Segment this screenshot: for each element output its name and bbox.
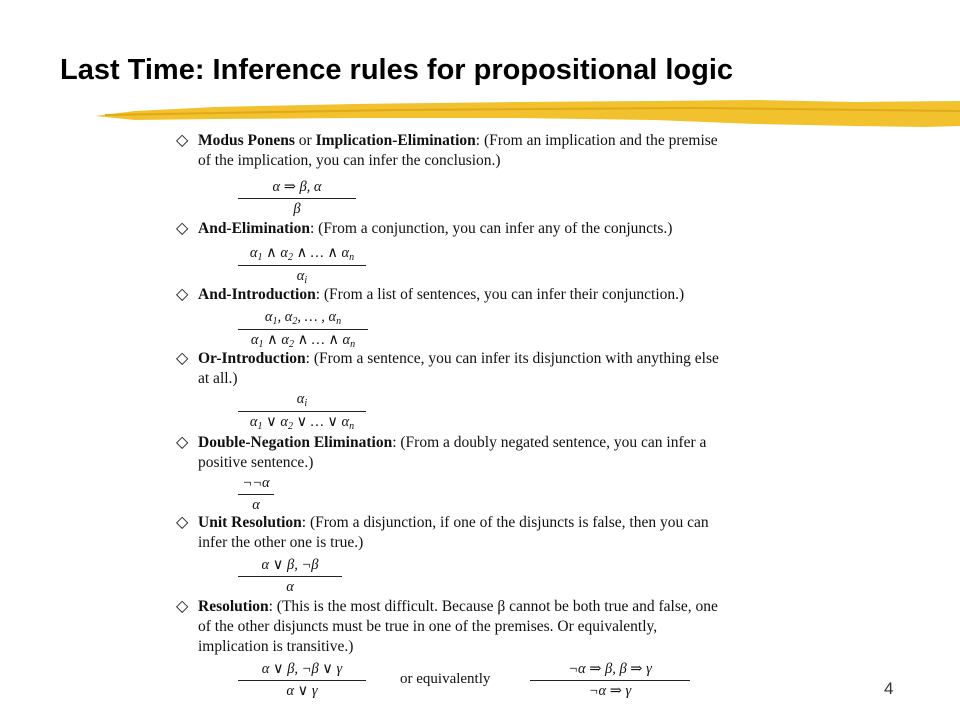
rule-name: Double-Negation Elimination bbox=[198, 434, 393, 451]
formula-conclusion: α bbox=[286, 579, 294, 595]
formula-premises: α ∨ β, ¬β ∨ γ bbox=[261, 661, 343, 677]
diamond-bullet-icon: ◇ bbox=[176, 286, 189, 303]
rule-text: : (From a disjunction, if one of the disjuncts is false, then you can infer the other one is true.) bbox=[198, 514, 709, 551]
rule-description bbox=[198, 433, 723, 473]
formula-conclusion: β bbox=[293, 201, 301, 217]
formula-alt-conclusion: ¬α ⇒ γ bbox=[588, 683, 632, 699]
slide-title: Last Time: Inference rules for propositional logic bbox=[60, 54, 734, 86]
rule-name: Modus Ponens bbox=[198, 132, 295, 149]
rule-text: : (From a doubly negated sentence, you can infer a positive sentence.) bbox=[198, 434, 707, 471]
rule-name: And-Elimination bbox=[198, 220, 310, 237]
diamond-bullet-icon: ◇ bbox=[176, 220, 189, 237]
rule-text: : (From a sentence, you can infer its disjunction with anything else at all.) bbox=[198, 350, 719, 387]
rule-alt-name: Implication-Elimination bbox=[315, 132, 476, 149]
formula-conclusion: α ∨ γ bbox=[286, 683, 318, 699]
rule-formula bbox=[238, 391, 366, 432]
rule-formula bbox=[238, 309, 368, 350]
rule-description bbox=[198, 349, 723, 389]
rule-description bbox=[198, 597, 723, 657]
formula-premises: ¬¬α bbox=[242, 475, 270, 491]
formula-premises: $\alpha_1$ ∧ $\alpha_2$ ∧ … ∧ $\alpha_n$ bbox=[249, 245, 355, 263]
rule-text: : (From a conjunction, you can infer any of the conjuncts.) bbox=[309, 220, 673, 237]
rule-description bbox=[198, 285, 723, 305]
formula-premises: $\alpha_i$ bbox=[296, 391, 308, 409]
rule-formula bbox=[238, 557, 342, 596]
rule-name: Resolution bbox=[198, 598, 269, 615]
diamond-bullet-icon: ◇ bbox=[176, 514, 189, 531]
diamond-bullet-icon: ◇ bbox=[176, 434, 189, 451]
formula-conclusion: $\alpha_1$ ∨ $\alpha_2$ ∨ … ∨ $\alpha_n$ bbox=[249, 414, 355, 432]
rule-description bbox=[198, 131, 723, 171]
formula-alt-premises: ¬α ⇒ β, β ⇒ γ bbox=[568, 661, 652, 677]
rule-name: Or-Introduction bbox=[198, 350, 306, 367]
rule-text: : (From an implication and the premise of the implication, you can infer the conclusion.) bbox=[198, 132, 718, 169]
rule-text: : (From a list of sentences, you can infer their conjunction.) bbox=[315, 286, 685, 303]
rule-name: Unit Resolution bbox=[198, 514, 302, 531]
page-number: 4 bbox=[884, 679, 894, 698]
diamond-bullet-icon: ◇ bbox=[176, 598, 189, 615]
rule-description bbox=[198, 219, 723, 239]
formula-conclusion: α bbox=[252, 497, 260, 513]
rule-formula bbox=[238, 245, 366, 286]
formula-conclusion: $\alpha_i$ bbox=[296, 268, 308, 286]
formula-premises: α ∨ β, ¬β bbox=[261, 557, 319, 573]
rule-formula bbox=[238, 475, 274, 514]
diamond-bullet-icon: ◇ bbox=[176, 132, 189, 149]
rule-formula bbox=[238, 179, 356, 218]
rule-name: And-Introduction bbox=[198, 286, 316, 303]
rule-formula bbox=[238, 661, 366, 700]
formula-conclusion: $\alpha_1$ ∧ $\alpha_2$ ∧ … ∧ $\alpha_n$ bbox=[250, 332, 356, 350]
rule-alt-formula bbox=[530, 661, 690, 700]
diamond-bullet-icon: ◇ bbox=[176, 350, 189, 367]
or-equivalently-label: or equivalently bbox=[400, 671, 491, 687]
rule-connector: or bbox=[294, 132, 316, 149]
inference-rules-scan bbox=[170, 125, 730, 699]
rule-description bbox=[198, 513, 723, 553]
formula-premises: α ⇒ β, α bbox=[272, 179, 322, 195]
rule-text: : (This is the most difficult. Because β cannot be both true and false, one of the other disjuncts must be true in one of the premises. Or equivalently, implication is transitive.) bbox=[198, 598, 718, 655]
formula-premises: $\alpha_1$, $\alpha_2$, … , $\alpha_n$ bbox=[264, 309, 342, 327]
